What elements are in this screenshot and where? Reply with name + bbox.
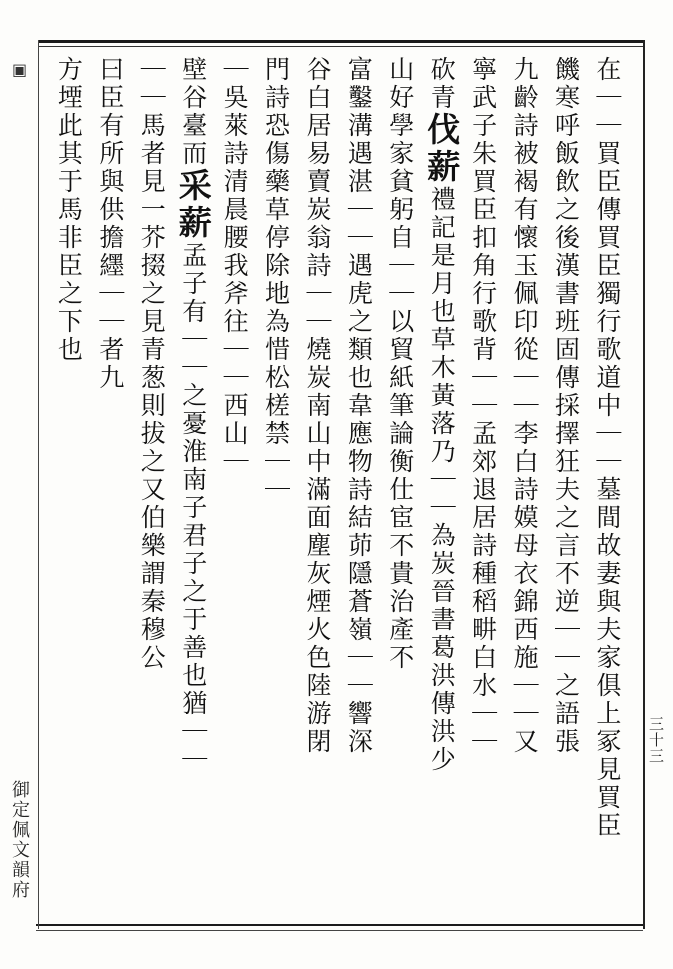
text-column (379, 56, 420, 916)
book-title: 御定佩文韻府 (9, 780, 30, 900)
column-text: 寧武子朱買臣扣角行歌背｜｜孟郊退居詩種稻畊白水｜｜ (468, 56, 498, 756)
top-border-rule (38, 40, 645, 43)
text-column (89, 56, 130, 916)
column-text: 饑寒呼飯飲之後漢書班固傳採擇狂夫之言不逆｜｜之語張 (551, 56, 581, 756)
column-text: 山 (385, 56, 415, 84)
column-text: 者見一芥掇之見青葱則拔之又伯樂謂秦穆公 (137, 140, 167, 672)
top-border-inner-rule (38, 46, 645, 47)
text-column (586, 56, 627, 916)
text-column (297, 56, 338, 916)
column-text: 好學家貧躬自｜｜以貿紙筆論衡仕宦不貴治產不 (385, 84, 415, 672)
text-columns (48, 56, 628, 916)
column-text: 砍青 (427, 56, 457, 112)
text-column (48, 56, 89, 916)
column-text: 九齡詩被褐有懷玉佩印從｜｜李白詩嫫母衣錦西施｜｜又 (510, 56, 540, 756)
text-column (421, 56, 462, 916)
text-column (255, 56, 296, 916)
bottom-border-rule (36, 924, 643, 926)
entry-headword: 伐薪 (422, 112, 462, 186)
page-gutter (4, 60, 34, 900)
block-mark-icon: ▣ (10, 60, 29, 81)
column-text: 方堙此其于馬非臣之下也 (54, 56, 84, 364)
column-text: ｜｜馬 (137, 56, 167, 140)
text-column (462, 56, 503, 916)
column-text: 在｜｜買臣傳買臣獨行歌道中｜｜墓間故妻與夫家俱上冢見買臣 (592, 56, 622, 840)
column-text: ｜吳萊詩清晨腰我斧往｜｜西山｜ (220, 56, 250, 476)
bottom-border-inner-rule (36, 930, 643, 931)
column-text: 谷白居易賣炭翁詩｜｜燒炭南山中滿面塵灰煙火色陸游閉 (302, 56, 332, 756)
column-text: 壁谷臺而 (178, 56, 208, 168)
page-number: 三十三 (647, 716, 665, 764)
column-text: 富鑿溝遇湛｜｜遇虎之類也韋應物詩結茆隱蒼嶺｜｜響深 (344, 56, 374, 756)
text-column (172, 56, 213, 916)
column-text: 曰臣有所與供擔纆｜｜者九 (95, 56, 125, 392)
text-column (131, 56, 172, 916)
right-border-rule (643, 40, 645, 929)
entry-headword: 采薪 (173, 168, 213, 242)
text-column (338, 56, 379, 916)
text-column (504, 56, 545, 916)
gutter-divider-rule (38, 40, 39, 929)
column-text: 禮記是月也草木黃落乃｜｜為炭晉書葛洪傳洪少 (427, 186, 457, 774)
text-column (545, 56, 586, 916)
column-text: 門詩恐傷藥草停除地為惜松槎禁｜｜ (261, 56, 291, 504)
column-text: 孟子有｜｜之憂淮南子君子之于善也猶｜｜ (178, 242, 208, 774)
text-column (214, 56, 255, 916)
